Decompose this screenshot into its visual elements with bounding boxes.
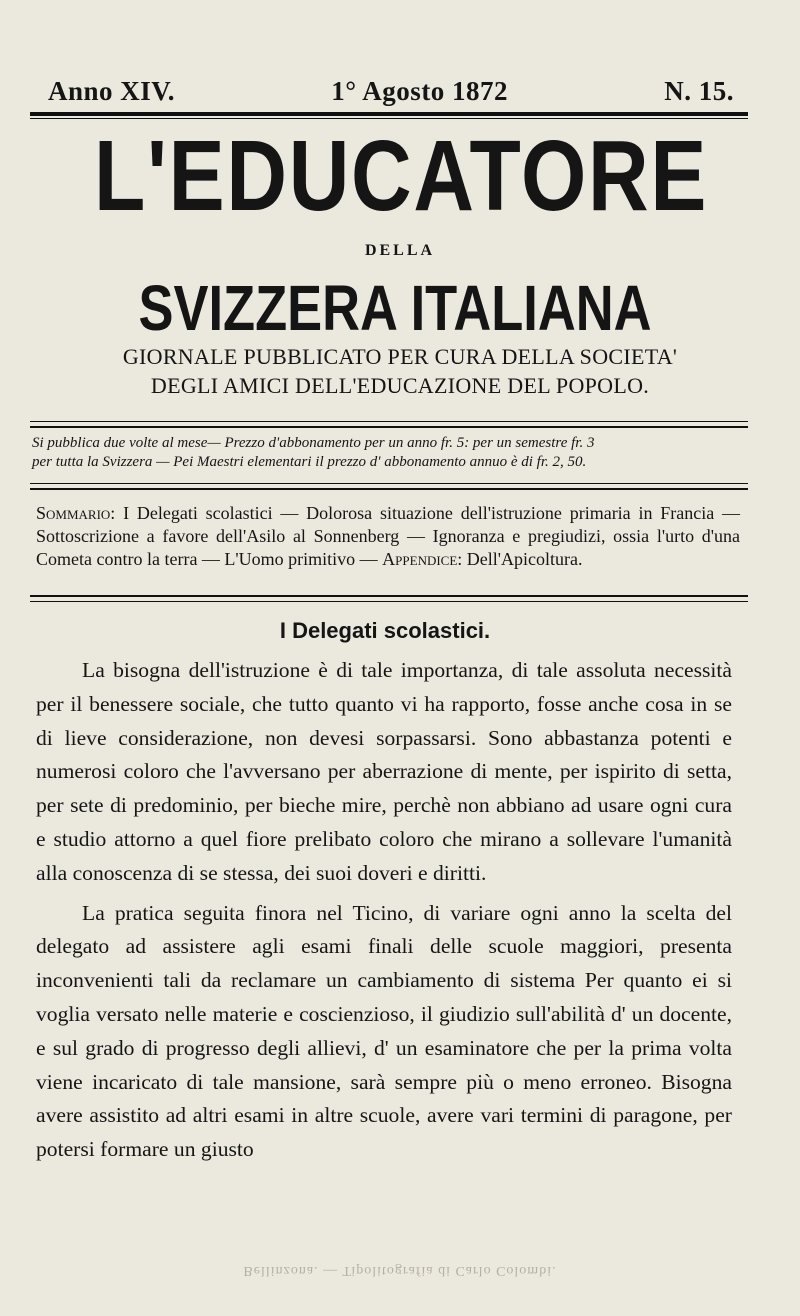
issue-header — [48, 76, 734, 107]
summary-text: I Delegati scolastici — Dolorosa situazione dell'istruzione primaria in Francia — Sottoscrizione a favore dell'Asilo al Sonnenberg — Ignoranza e pregiudizi, ossia l'urto d'una Cometa contro la terra — L'Uomo primitivo — — [36, 503, 741, 569]
summary-appendix-text: Dell'Apicoltura. — [466, 549, 583, 569]
header-rule — [30, 112, 748, 116]
issue-date: 1° Agosto 1872 — [331, 76, 509, 106]
footer-imprint-bleedthrough: Bellinzona. — Tipolitografia di Carlo Colombi. — [243, 1263, 557, 1278]
masthead-title: L'EDUCATORE — [94, 120, 709, 232]
rule-above-summary — [30, 483, 748, 484]
masthead-tagline-1: GIORNALE PUBBLICATO PER CURA DELLA SOCIETA' — [122, 344, 678, 369]
subscription-notice — [32, 434, 742, 472]
subscription-line-1: Si pubblica due volte al mese— Prezzo d'abbonamento per un anno fr. 5: per un semestre fr. 3 — [32, 435, 595, 451]
issue-year: Anno XIV. — [48, 76, 176, 106]
summary-label: Sommario: — [36, 503, 116, 523]
masthead-della: DELLA — [364, 242, 436, 259]
article-paragraph: La bisogna dell'istruzione è di tale importanza, di tale assoluta necessità per il benessere sociale, che tutto quanto vi ha rapporto, fosse anche cosa in se di lieve considerazione, non devesi sorpassarsi. Sono abbastanza potenti e numerosi coloro che l'avversano per aberrazione di mente, per ispirito di setta, per sete di predominio, per bieche mire, perchè non abbiano ad usare ogni cura e studio attorno a quel fiore prelibato coloro che mirano a sollevare l'umanità alla conoscenza di se stessa, dei suoi doveri e diritti. — [36, 658, 732, 885]
article-body — [36, 654, 732, 1173]
rule-below-summary — [30, 595, 748, 597]
rule-below-summary-2 — [30, 601, 748, 602]
header-rule-thin — [30, 118, 748, 119]
subscription-line-2: per tutta la Svizzera — Pei Maestri elementari il prezzo d' abbonamento annuo è di fr. 2, 50. — [32, 454, 587, 470]
rule-above-summary-2 — [30, 488, 748, 490]
article-paragraph: La pratica seguita finora nel Ticino, di variare ogni anno la scelta del delegato ad assistere agli esami finali delle scuole maggiori, presenta inconvenienti tali da reclamare un cambiamento di sistema Per quanto ei si voglia versato nelle materie e coscienzioso, il giudizio sull'abilità d' un docente, e sul grado di progresso degli allievi, d' un esaminatore che per la prima volta viene incaricato di tale mansione, sarà sempre più o meno erroneo. Bisogna avere assistito ad altri esami in altre scuole, avere vari termini di paragone, per potersi formare un giusto — [36, 900, 732, 1162]
summary-box — [36, 502, 740, 571]
issue-number: N. 15. — [664, 76, 734, 106]
masthead-tagline-2: DEGLI AMICI DELL'EDUCAZIONE DEL POPOLO. — [150, 373, 650, 398]
rule-above-pricing — [30, 421, 748, 422]
summary-appendix-label: Appendice: — [382, 549, 463, 569]
article-title: I Delegati scolastici. — [279, 618, 491, 643]
rule-above-pricing-2 — [30, 426, 748, 428]
masthead-subtitle: SVIZZERA ITALIANA — [138, 272, 652, 344]
